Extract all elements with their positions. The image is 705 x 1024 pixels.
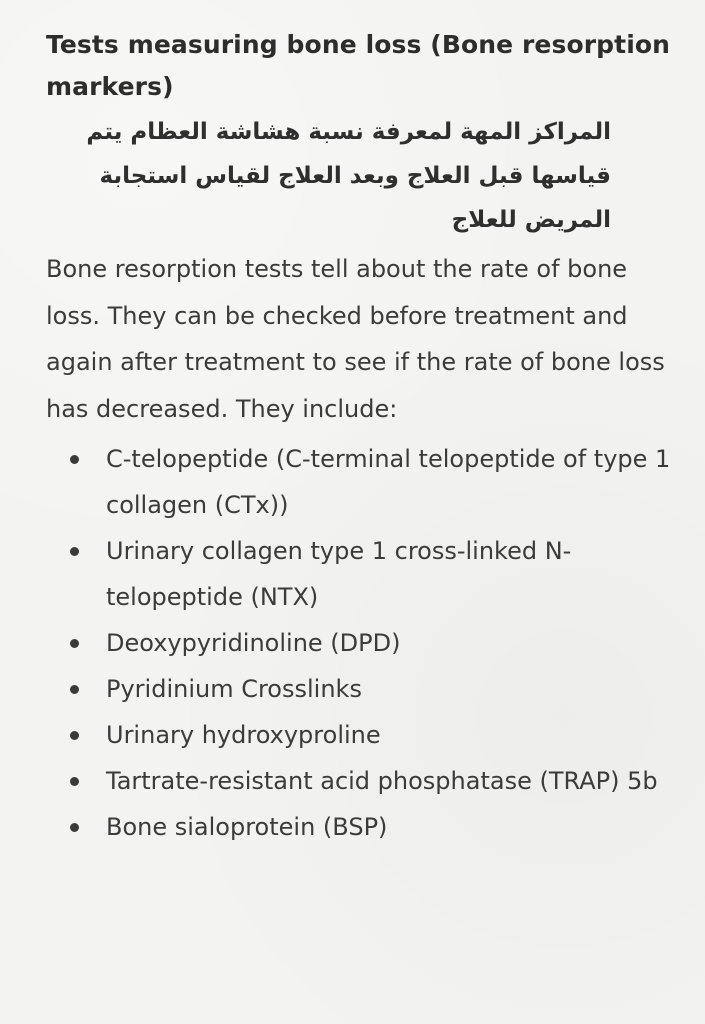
list-item-pyridinium-crosslinks	[46, 666, 671, 712]
list-item-label: C-telopeptide (C-terminal telopeptide of type 1 collagen (CTx))	[106, 445, 671, 519]
document-title: Tests measuring bone loss (Bone resorption markers)	[46, 30, 671, 101]
bullet-icon	[70, 685, 79, 694]
intro-paragraph: Bone resorption tests tell about the rate of bone loss. They can be checked before treatment and again after treatment to see if the rate of bone loss has decreased. They include:	[46, 255, 665, 423]
bullet-icon	[70, 731, 79, 740]
list-item-urinary-hydroxyproline	[46, 712, 671, 758]
list-item-ntx	[46, 528, 671, 620]
bone-resorption-marker-list	[46, 436, 671, 850]
bullet-icon	[70, 639, 79, 648]
bullet-icon	[70, 777, 79, 786]
list-item-label: Pyridinium Crosslinks	[106, 675, 362, 703]
document-content	[46, 24, 671, 850]
list-item-label: Bone sialoprotein (BSP)	[106, 813, 388, 841]
list-item-label: Urinary collagen type 1 cross-linked N-telopeptide (NTX)	[106, 537, 572, 611]
list-item-trap-5b	[46, 758, 671, 804]
list-item-label: Tartrate-resistant acid phosphatase (TRAP) 5b	[106, 767, 658, 795]
list-item-label: Urinary hydroxyproline	[106, 721, 381, 749]
arabic-paragraph: المراكز المهة لمعرفة نسبة هشاشة العظام يتم قياسها قبل العلاج وبعد العلاج لقياس استجابة المريض للعلاج	[86, 119, 611, 233]
list-item-dpd	[46, 620, 671, 666]
list-item-ctx	[46, 436, 671, 528]
list-item-bsp	[46, 804, 671, 850]
bullet-icon	[70, 455, 79, 464]
list-item-label: Deoxypyridinoline (DPD)	[106, 629, 401, 657]
bullet-icon	[70, 547, 79, 556]
bullet-icon	[70, 823, 79, 832]
